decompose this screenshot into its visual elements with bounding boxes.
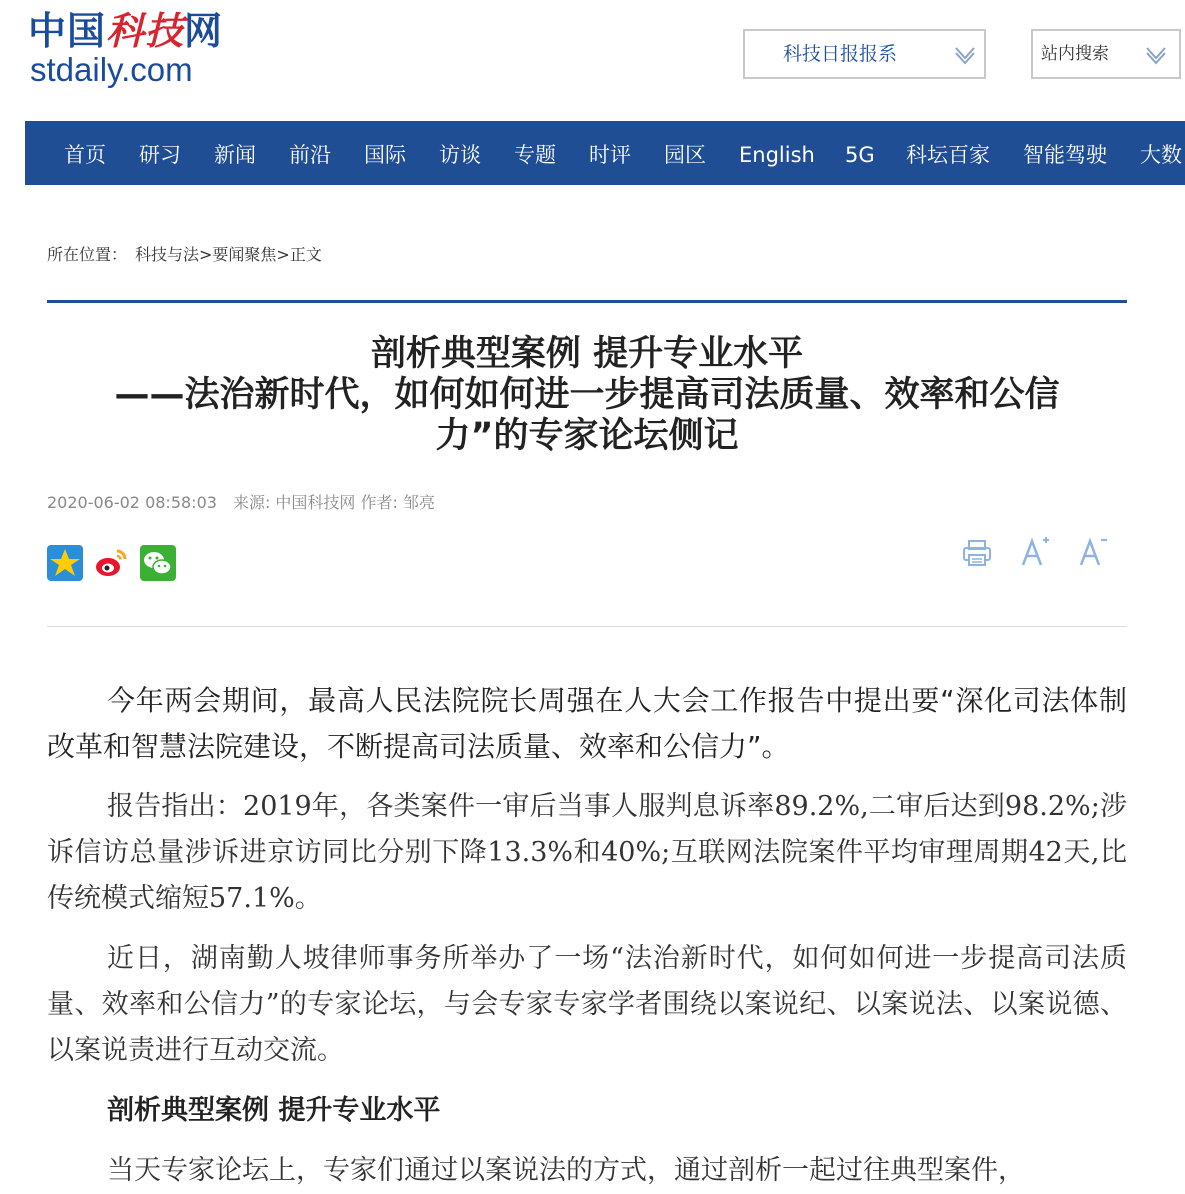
article-body (47, 678, 1127, 1194)
weibo-icon[interactable] (93, 545, 129, 581)
article-meta (47, 490, 435, 516)
article-subheading: 剖析典型案例 提升专业水平 (107, 1095, 441, 1126)
article-paragraph: 今年两会期间，最高人民法院院长周强在人大会工作报告中提出要“深化司法体制改革和智慧法院建设，不断提高司法质量、效率和公信力”。 (47, 684, 1127, 763)
chevron-down-icon (954, 43, 976, 65)
font-smaller-icon[interactable] (1077, 535, 1109, 569)
font-bigger-icon[interactable] (1019, 535, 1051, 569)
nav-item-big-data[interactable]: 大数 (1140, 143, 1182, 167)
site-search-select[interactable] (1031, 29, 1181, 79)
newspaper-select[interactable] (743, 29, 986, 79)
title-line-2: ——法治新时代，如何如何进一步提高司法质量、效率和公信 (114, 375, 1060, 415)
nav-item-study[interactable]: 研习 (139, 143, 181, 167)
main-nav (25, 121, 1185, 185)
site-logo[interactable] (28, 8, 238, 92)
wechat-icon[interactable] (140, 545, 176, 581)
title-line-1: 剖析典型案例 提升专业水平 (370, 334, 804, 374)
divider (47, 300, 1127, 303)
breadcrumb (47, 242, 322, 268)
nav-item-parks[interactable]: 园区 (664, 143, 706, 167)
article-paragraph: 近日，湖南勤人坡律师事务所举办了一场“法治新时代，如何如何进一步提高司法质量、效率和公信力”的专家论坛，与会专家专家学者围绕以案说纪、以案说法、以案说德、以案说责进行互动交流。 (47, 943, 1127, 1066)
nav-item-autonomous-driving[interactable]: 智能驾驶 (1023, 143, 1107, 167)
nav-item-international[interactable]: 国际 (364, 143, 406, 167)
nav-item-topics[interactable]: 专题 (514, 143, 556, 167)
logo-english: stdaily.com (30, 51, 193, 88)
breadcrumb-prefix: 所在位置： (47, 245, 128, 264)
nav-item-forum[interactable]: 科坛百家 (906, 143, 990, 167)
article-paragraph: 当天专家论坛上，专家们通过以案说法的方式，通过剖析一起过往典型案件， (107, 1155, 1025, 1186)
publish-datetime: 2020-06-02 08:58:03 (47, 493, 217, 512)
nav-item-english[interactable]: English (739, 143, 815, 167)
breadcrumb-path[interactable]: 科技与法>要闻聚焦>正文 (135, 245, 322, 264)
newspaper-select-label: 科技日报报系 (783, 43, 898, 65)
nav-item-news[interactable]: 新闻 (214, 143, 256, 167)
divider (47, 626, 1127, 627)
nav-item-home[interactable]: 首页 (64, 143, 106, 167)
article-paragraph: 报告指出：2019年，各类案件一审后当事人服判息诉率89.2%,二审后达到98.2%;涉诉信访总量涉诉进京访同比分别下降13.3%和40%;互联网法院案件平均审理周期42天,比传统模式缩短57.1%。 (47, 791, 1127, 914)
site-search-label: 站内搜索 (1041, 44, 1109, 64)
nav-item-commentary[interactable]: 时评 (589, 143, 631, 167)
nav-item-5g[interactable]: 5G (845, 143, 875, 167)
qzone-icon[interactable] (47, 545, 83, 581)
article-title (47, 334, 1127, 457)
nav-item-interview[interactable]: 访谈 (439, 143, 481, 167)
nav-item-frontier[interactable]: 前沿 (289, 143, 331, 167)
logo-chinese: 中国科技网 (28, 8, 224, 53)
title-line-3: 力”的专家论坛侧记 (435, 416, 739, 456)
print-icon[interactable] (961, 535, 993, 569)
article-source: 来源: 中国科技网 作者: 邹亮 (232, 493, 435, 512)
chevron-down-icon (1145, 43, 1167, 65)
